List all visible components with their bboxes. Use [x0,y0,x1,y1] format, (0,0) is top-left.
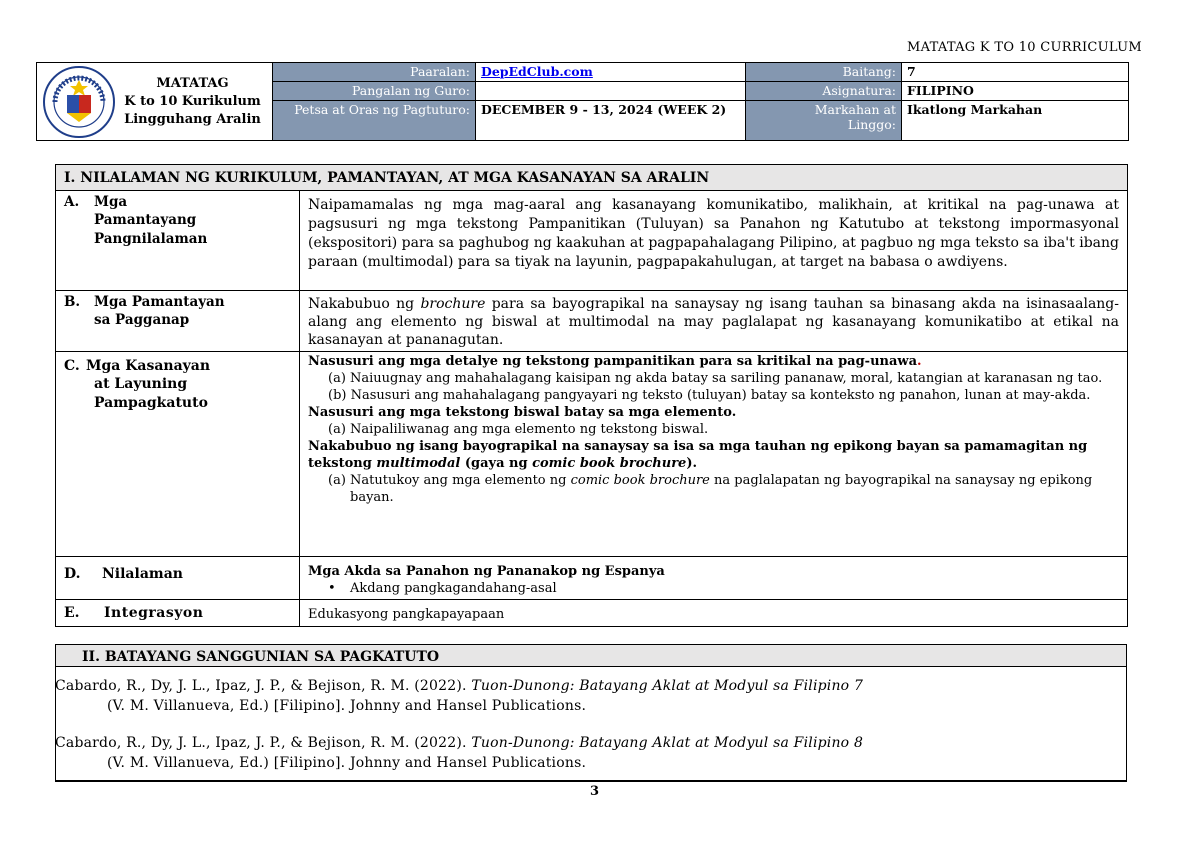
reference-2-authors: Cabardo, R., Dy, J. L., Ipaz, J. P., & Bejison, R. M. (2022). [55,735,472,751]
row-b-text-2: para sa bayograpikal na sanaysay ng isang tauhan sa binasang akda na isinasaalang- alang ang elemento ng biswal at multimodal na may paglalapat ng kasanayang komunikatibo at etikal na kasanayan at pananagutan. [308,295,1119,348]
row-b-label-2: sa Pagganap [94,312,190,328]
row-d-label [56,556,300,599]
skill-2-heading: Nasusuri ang mga tekstong biswal batay sa mga elemento. [308,404,737,420]
row-b-text-em: brochure [420,295,486,312]
reference-2-publisher: (V. M. Villanueva, Ed.) [Filipino]. Johnny and Hansel Publications. [107,755,587,771]
lesson-title-block [117,75,268,129]
skill-1-a: (a) Naiuugnay ang mahahalagang kaisipan ng akda batay sa sariling pananaw, moral, katangian at karanasan ng tao. [328,370,1103,386]
curriculum-tag: MATATAG K TO 10 CURRICULUM [907,40,1142,55]
reference-1-authors: Cabardo, R., Dy, J. L., Ipaz, J. P., & Bejison, R. M. (2022). [55,678,472,694]
row-b-letter: B. [64,293,81,310]
row-c-letter: C. [64,357,80,374]
content-heading: Mga Akda sa Panahon ng Pananakop ng Espanya [308,563,665,579]
section-1-title: I. NILALAMAN NG KURIKULUM, PAMANTAYAN, AT MGA KASANAYAN SA ARALIN [56,165,1128,191]
paaralan-label: Paaralan: [273,63,476,82]
skill-3-text-1: Nakabubuo ng isang bayograpikal na sanaysay sa isa sa mga tauhan ng epikong bayan sa pamamagitan ng tekstong [308,438,1088,471]
skill-3-a-text-2: na paglalapatan ng bayograpikal na sanaysay ng epikong bayan. [350,472,1093,505]
row-c-label-3: Pampagkatuto [94,394,208,411]
title-line-3: Lingguhang Aralin [124,111,261,127]
petsa-label: Petsa at Oras ng Pagtuturo: [273,101,476,141]
content-bullet [328,580,1119,597]
skill-3-em-2: comic book brochure [532,455,687,471]
skill-3-a-text-1: (a) Natutukoy ang mga elemento ng [328,472,571,488]
row-a-letter: A. [64,193,80,210]
row-b-label-1: Mga Pamantayan [94,293,225,310]
school-link[interactable]: DepEdClub.com [481,64,593,79]
row-e-letter: E. [64,604,80,621]
skill-3-text-3: ). [686,455,698,471]
asignatura-value: FILIPINO [902,82,1129,101]
markahan-value: Ikatlong Markahan [902,101,1129,141]
row-b-text-1: Nakabubuo ng [308,295,421,312]
bullet-icon: • [328,580,336,596]
row-c-label [56,351,300,556]
skill-1-b: (b) Nasusuri ang mahahalagang pangyayari ng teksto (tuluyan) batay sa konteksto ng panahon, lunan at may-akda. [328,387,1091,403]
skill-1-heading [308,353,1119,370]
row-d-text [300,556,1128,599]
page-number: 3 [590,784,600,799]
skill-2-a: (a) Naipaliliwanag ang mga elemento ng tekstong biswal. [328,421,709,437]
petsa-value: DECEMBER 9 - 13, 2024 (WEEK 2) [476,101,746,141]
lesson-header-table [36,62,1129,141]
row-d-letter: D. [64,565,81,582]
skill-3-a [328,472,1119,506]
row-b-text [300,290,1128,351]
skill-1-text: Nasusuri ang mga detalye ng tekstong pampanitikan para sa kritikal na pag-unawa [308,353,918,369]
row-a-label [56,190,300,290]
row-d-label-text: Nilalaman [102,565,183,582]
row-a-label-2: Pamantayang [94,212,197,228]
row-c-text [300,351,1128,556]
reference-2-title: Tuon-Dunong: Batayang Aklat at Modyul sa Filipino 8 [471,735,864,751]
guro-label: Pangalan ng Guro: [273,82,476,101]
baitang-value: 7 [902,63,1129,82]
curriculum-content-table [55,164,1128,627]
row-a-label-1: Mga [94,193,128,210]
baitang-label: Baitang: [746,63,902,82]
row-c-label-1: Mga Kasanayan [86,357,211,374]
skill-3-em-1: multimodal [376,455,461,471]
skill-1-dot: . [917,353,922,369]
guro-value [476,82,746,101]
skill-3-heading [308,438,1119,472]
title-line-2: K to 10 Kurikulum [124,93,261,109]
paaralan-value [476,63,746,82]
reference-1 [55,676,863,716]
row-a-label-3: Pangnilalaman [94,230,208,247]
skill-3-a-em: comic book brochure [570,472,710,488]
row-e-label-text: Integrasyon [104,604,204,621]
markahan-label [746,101,902,141]
markahan-label-line-1: Markahan at [814,102,896,117]
row-e-text: Edukasyong pangkapayapaan [300,599,1128,627]
content-bullet-text: Akdang pangkagandahang-asal [350,580,557,596]
reference-1-title: Tuon-Dunong: Batayang Aklat at Modyul sa Filipino 7 [471,678,864,694]
deped-seal-icon [41,65,117,139]
reference-2 [55,733,863,773]
row-a-text: Naipamamalas ng mga mag-aaral ang kasanayang komunikatibo, malikhain, at kritikal na pag-unawa at pagsusuri ng mga tekstong Pampanitikan (Tuluyan) sa Panahon ng Katutubo at tekstong impormasyonal (ekspositori) para sa paghubog ng kaakuhan at pagpapahalagang Pilipino, at pagbuo ng mga teksto sa iba't ibang paraan (multimodal) para sa tiyak na layunin, pagpapakahulugan, at target na babasa o awdiyens. [300,190,1128,290]
markahan-label-line-2: Linggo: [847,117,896,132]
section-2-title: II. BATAYANG SANGGUNIAN SA PAGKATUTO [56,645,1126,667]
row-c-label-2: at Layuning [94,376,188,392]
logo-cell [37,63,273,141]
title-line-1: MATATAG [156,75,229,91]
asignatura-label: Asignatura: [746,82,902,101]
skill-3-text-2: (gaya ng [460,455,533,471]
row-b-label [56,290,300,351]
row-e-label [56,599,300,627]
reference-1-publisher: (V. M. Villanueva, Ed.) [Filipino]. Johnny and Hansel Publications. [107,698,587,714]
